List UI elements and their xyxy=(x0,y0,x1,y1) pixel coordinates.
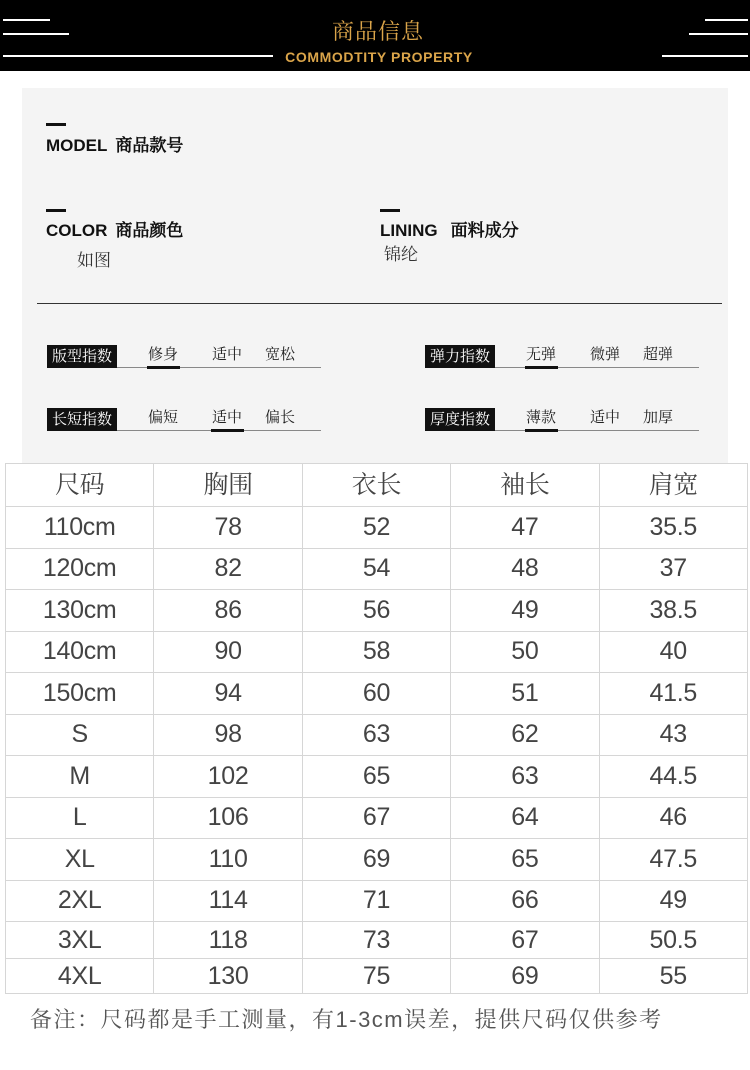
measurement-cell: 90 xyxy=(154,631,302,673)
measurement-cell: 49 xyxy=(599,880,747,922)
index-label: 弹力指数 xyxy=(425,345,495,368)
measurement-cell: 38.5 xyxy=(599,590,747,632)
model-label xyxy=(46,136,183,156)
measurement-cell: 37 xyxy=(599,548,747,590)
lining-label-en: LINING xyxy=(380,221,438,240)
measurement-cell: 60 xyxy=(302,673,450,715)
index-elasticity xyxy=(425,345,699,369)
size-table-header-cell: 肩宽 xyxy=(599,464,747,507)
measurement-cell: 102 xyxy=(154,756,302,798)
index-option: 偏长 xyxy=(265,409,296,426)
size-table-row xyxy=(6,507,748,549)
measurement-cell: 43 xyxy=(599,714,747,756)
measurement-cell: 114 xyxy=(154,880,302,922)
measurement-cell: 64 xyxy=(451,797,599,839)
size-table-row xyxy=(6,714,748,756)
measurement-cell: 41.5 xyxy=(599,673,747,715)
size-table-row xyxy=(6,590,748,632)
measurement-cell: 65 xyxy=(451,839,599,881)
measurement-cell: 48 xyxy=(451,548,599,590)
index-option: 适中 xyxy=(212,346,243,363)
size-table-header-row xyxy=(6,464,748,507)
measurement-cell: 49 xyxy=(451,590,599,632)
model-label-en: MODEL xyxy=(46,136,108,155)
page-subtitle: COMMODTITY PROPERTY xyxy=(285,49,473,65)
measurement-cell: 78 xyxy=(154,507,302,549)
color-label xyxy=(46,221,183,241)
measurement-cell: 71 xyxy=(302,880,450,922)
size-cell: 2XL xyxy=(6,880,154,922)
lining-label-cn: 面料成分 xyxy=(450,221,519,240)
size-cell: L xyxy=(6,797,154,839)
measurement-cell: 73 xyxy=(302,922,450,959)
index-option: 适中 xyxy=(590,409,621,426)
measurement-cell: 75 xyxy=(302,959,450,994)
measurement-cell: 55 xyxy=(599,959,747,994)
model-label-cn: 商品款号 xyxy=(115,136,184,155)
index-option: 修身 xyxy=(148,346,179,363)
size-table xyxy=(5,463,748,994)
measurement-cell: 47 xyxy=(451,507,599,549)
measurement-cell: 67 xyxy=(302,797,450,839)
index-label: 版型指数 xyxy=(47,345,117,368)
measurement-cell: 130 xyxy=(154,959,302,994)
size-table-row xyxy=(6,839,748,881)
size-cell: 4XL xyxy=(6,959,154,994)
size-table-header-cell: 衣长 xyxy=(302,464,450,507)
measurement-cell: 44.5 xyxy=(599,756,747,798)
measurement-cell: 98 xyxy=(154,714,302,756)
measurement-cell: 63 xyxy=(302,714,450,756)
index-option: 偏短 xyxy=(148,409,179,426)
size-cell: 150cm xyxy=(6,673,154,715)
measurement-cell: 110 xyxy=(154,839,302,881)
measurement-cell: 50 xyxy=(451,631,599,673)
measurement-cell: 94 xyxy=(154,673,302,715)
index-fit xyxy=(47,345,321,369)
index-option: 微弹 xyxy=(590,346,621,363)
measurement-cell: 67 xyxy=(451,922,599,959)
measurement-cell: 82 xyxy=(154,548,302,590)
index-option: 超弹 xyxy=(643,346,674,363)
size-table-body xyxy=(6,464,748,994)
size-cell: 130cm xyxy=(6,590,154,632)
index-label: 长短指数 xyxy=(47,408,117,431)
info-marker-bar xyxy=(380,209,400,212)
info-marker-bar xyxy=(46,209,66,212)
measurement-cell: 47.5 xyxy=(599,839,747,881)
measurement-cell: 69 xyxy=(302,839,450,881)
size-table-row xyxy=(6,548,748,590)
measurement-cell: 46 xyxy=(599,797,747,839)
measurement-cell: 66 xyxy=(451,880,599,922)
size-table-row xyxy=(6,922,748,959)
color-label-en: COLOR xyxy=(46,221,108,240)
size-table-row xyxy=(6,631,748,673)
size-table-row xyxy=(6,673,748,715)
measurement-cell: 50.5 xyxy=(599,922,747,959)
size-table-row xyxy=(6,756,748,798)
size-cell: 3XL xyxy=(6,922,154,959)
size-cell: 140cm xyxy=(6,631,154,673)
index-label: 厚度指数 xyxy=(425,408,495,431)
info-marker-bar xyxy=(46,123,66,126)
size-table-row xyxy=(6,797,748,839)
measurement-cell: 69 xyxy=(451,959,599,994)
measurement-cell: 118 xyxy=(154,922,302,959)
lining-label xyxy=(380,221,519,241)
size-note: 备注：尺码都是手工测量，有1-3cm误差，提供尺码仅供参考 xyxy=(30,1007,663,1032)
measurement-cell: 86 xyxy=(154,590,302,632)
index-option: 薄款 xyxy=(526,409,557,426)
color-label-cn: 商品颜色 xyxy=(115,221,184,240)
measurement-cell: 35.5 xyxy=(599,507,747,549)
index-option: 适中 xyxy=(212,409,243,426)
measurement-cell: 62 xyxy=(451,714,599,756)
measurement-cell: 52 xyxy=(302,507,450,549)
color-value: 如图 xyxy=(77,251,111,270)
size-cell: XL xyxy=(6,839,154,881)
measurement-cell: 40 xyxy=(599,631,747,673)
size-table-header-cell: 胸围 xyxy=(154,464,302,507)
property-panel xyxy=(22,88,728,463)
measurement-cell: 106 xyxy=(154,797,302,839)
index-option: 宽松 xyxy=(265,346,296,363)
size-table-row xyxy=(6,959,748,994)
index-length xyxy=(47,408,321,432)
lining-value: 锦纶 xyxy=(384,245,418,264)
measurement-cell: 63 xyxy=(451,756,599,798)
size-table-header-cell: 袖长 xyxy=(451,464,599,507)
size-table-row xyxy=(6,880,748,922)
page-title: 商品信息 xyxy=(331,20,424,45)
index-thickness xyxy=(425,408,699,432)
size-cell: M xyxy=(6,756,154,798)
measurement-cell: 56 xyxy=(302,590,450,632)
measurement-cell: 65 xyxy=(302,756,450,798)
index-option: 无弹 xyxy=(526,346,557,363)
size-cell: S xyxy=(6,714,154,756)
size-table-header-cell: 尺码 xyxy=(6,464,154,507)
measurement-cell: 51 xyxy=(451,673,599,715)
measurement-cell: 54 xyxy=(302,548,450,590)
header-banner xyxy=(0,0,750,71)
size-cell: 120cm xyxy=(6,548,154,590)
index-option: 加厚 xyxy=(643,409,674,426)
section-divider xyxy=(37,303,722,304)
size-cell: 110cm xyxy=(6,507,154,549)
measurement-cell: 58 xyxy=(302,631,450,673)
